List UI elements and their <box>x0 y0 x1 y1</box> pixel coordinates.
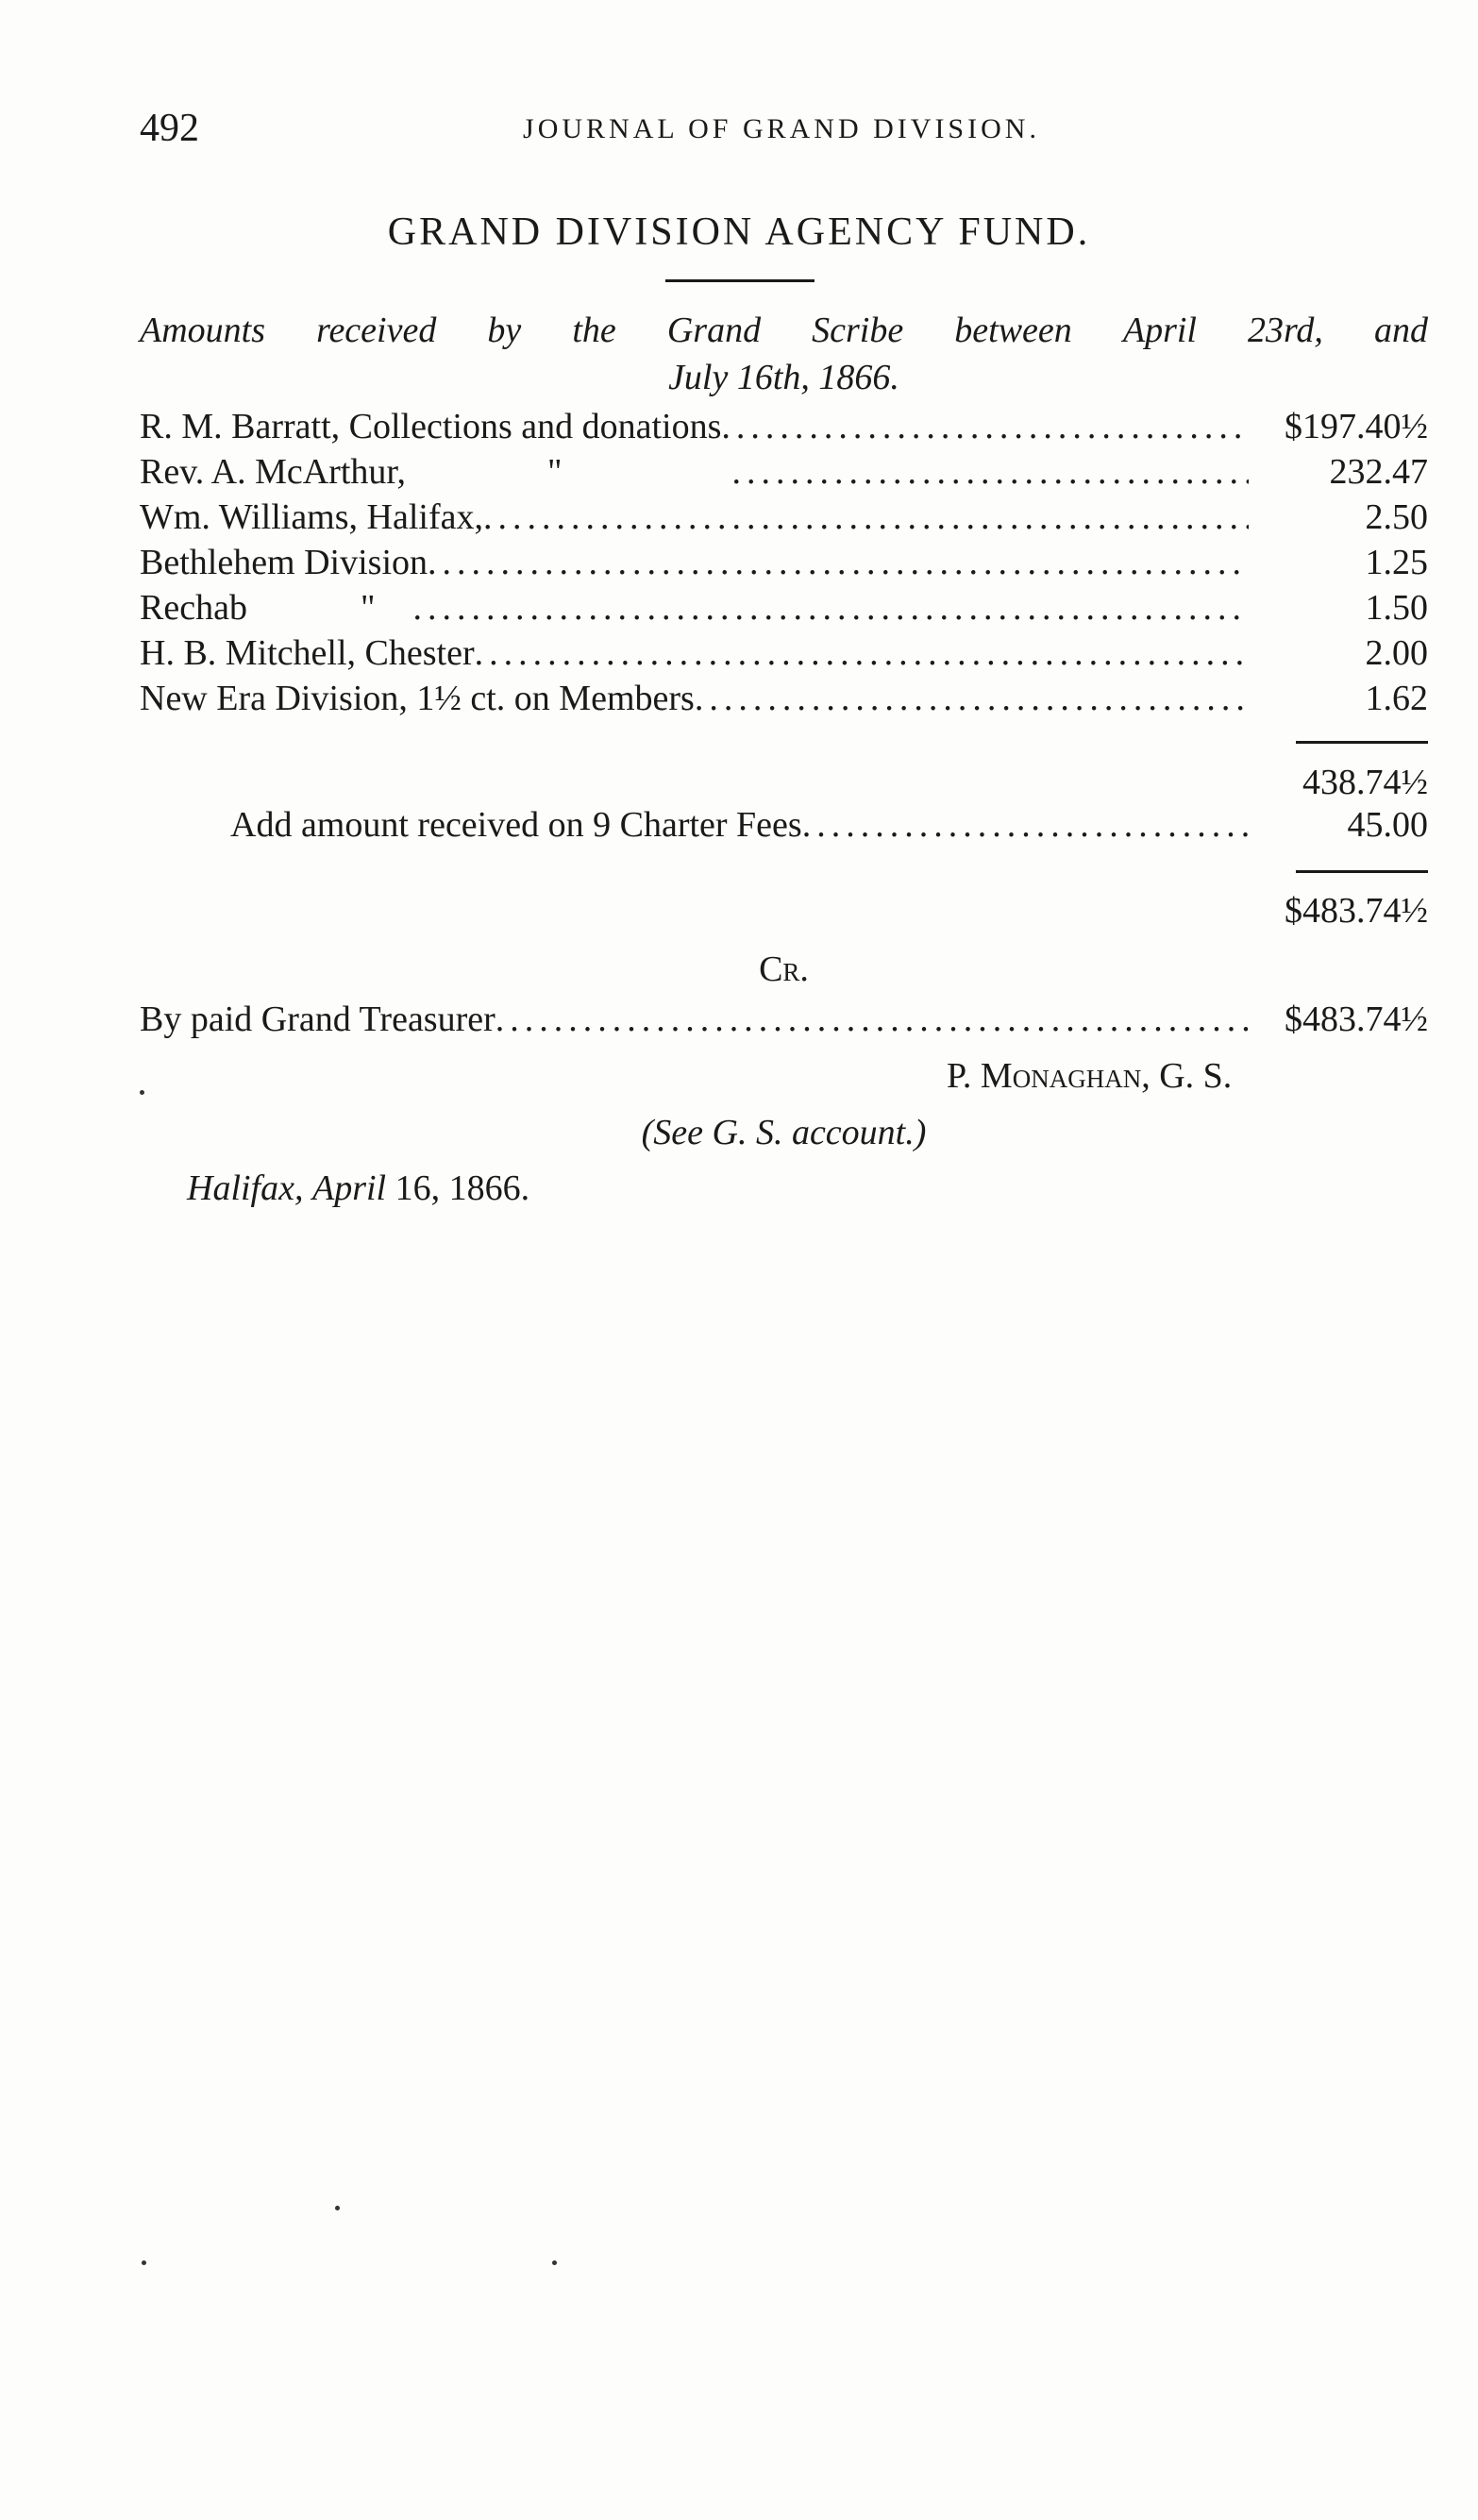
dot-leader <box>802 804 1249 846</box>
total-row <box>140 890 1428 935</box>
dot-leader <box>732 451 1249 493</box>
speck <box>142 2260 146 2265</box>
entry-label: H. B. Mitchell, Chester <box>140 633 475 673</box>
page-number: 492 <box>140 107 199 150</box>
dot-leader <box>412 587 1249 629</box>
section-title: GRAND DIVISION AGENCY FUND. <box>387 210 1091 254</box>
charter-fees-row <box>230 804 1428 849</box>
entry-label: Rechab <box>140 588 247 628</box>
dateline-date: April <box>311 1168 387 1208</box>
subtotal-row <box>140 762 1428 807</box>
dateline-rest: 16, 1866. <box>395 1168 530 1208</box>
see-account-note: (See G. S. account.) <box>641 1113 927 1152</box>
credit-label: By paid Grand Treasurer <box>140 1000 495 1039</box>
credit-amount: $483.74½ <box>1285 1000 1428 1039</box>
entry-label: Wm. Williams, Halifax, <box>140 497 483 537</box>
subtotal-rule <box>1296 741 1428 744</box>
ledger-row <box>140 678 1428 723</box>
ledger-row <box>140 632 1428 678</box>
subtotal-amount: 438.74½ <box>1302 763 1428 802</box>
signature-initial: P. <box>947 1056 972 1096</box>
entry-amount: $197.40½ <box>1285 407 1428 446</box>
dot-leader <box>495 999 1249 1040</box>
intro-word: April <box>1122 311 1197 350</box>
entry-amount: 2.50 <box>1365 497 1428 537</box>
dot-leader <box>721 406 1249 447</box>
entry-amount: 1.50 <box>1365 588 1428 628</box>
speck <box>552 2260 557 2265</box>
charter-fees-amount: 45.00 <box>1347 805 1428 845</box>
intro-word: Amounts <box>140 311 265 350</box>
intro-line-2: July 16th, 1866. <box>668 358 899 397</box>
intro-word: between <box>954 311 1072 350</box>
speck <box>140 1090 144 1095</box>
entry-label: Bethlehem Division <box>140 543 428 582</box>
signature <box>947 1055 1232 1097</box>
ledger-row <box>140 496 1428 542</box>
ledger-row <box>140 406 1428 451</box>
ledger-row <box>140 542 1428 587</box>
entry-label: New Era Division, 1½ ct. on Members <box>140 679 695 718</box>
dateline <box>187 1168 529 1209</box>
running-head <box>140 106 1423 162</box>
title-rule <box>665 279 815 282</box>
ledger-row <box>140 587 1428 632</box>
entry-amount: 1.25 <box>1365 543 1428 582</box>
entry-amount: 232.47 <box>1329 452 1428 492</box>
signature-title: G. S. <box>1159 1056 1233 1096</box>
entry-label: Rev. A. McArthur, <box>140 452 407 492</box>
intro-paragraph <box>140 307 1428 401</box>
total-amount: $483.74½ <box>1285 891 1428 931</box>
intro-word: the <box>572 311 616 350</box>
dateline-place: Halifax, <box>187 1168 304 1208</box>
dot-leader <box>428 542 1249 583</box>
journal-title: JOURNAL OF GRAND DIVISION. <box>523 113 1040 144</box>
intro-word: Scribe <box>812 311 904 350</box>
intro-line-1 <box>140 307 1428 354</box>
signature-name: Monaghan, <box>980 1056 1150 1096</box>
intro-word: by <box>487 311 522 350</box>
speck <box>335 2206 340 2210</box>
dot-leader <box>695 678 1249 719</box>
intro-word: 23rd, <box>1248 311 1323 350</box>
intro-word: Grand <box>666 311 762 350</box>
charter-fees-label: Add amount received on 9 Charter Fees <box>230 805 802 845</box>
dot-leader <box>483 496 1249 538</box>
entry-amount: 1.62 <box>1365 679 1428 718</box>
intro-word: and <box>1374 311 1428 350</box>
entry-amount: 2.00 <box>1365 633 1428 673</box>
dot-leader <box>475 632 1249 674</box>
ditto-mark: " <box>547 452 563 492</box>
ditto-mark: " <box>360 588 376 628</box>
ledger-row <box>140 451 1428 496</box>
credit-heading: Cr. <box>759 949 809 989</box>
credit-row <box>140 999 1428 1044</box>
entry-label: R. M. Barratt, Collections and donations <box>140 407 722 446</box>
total-rule <box>1296 870 1428 873</box>
intro-word: received <box>316 311 437 350</box>
